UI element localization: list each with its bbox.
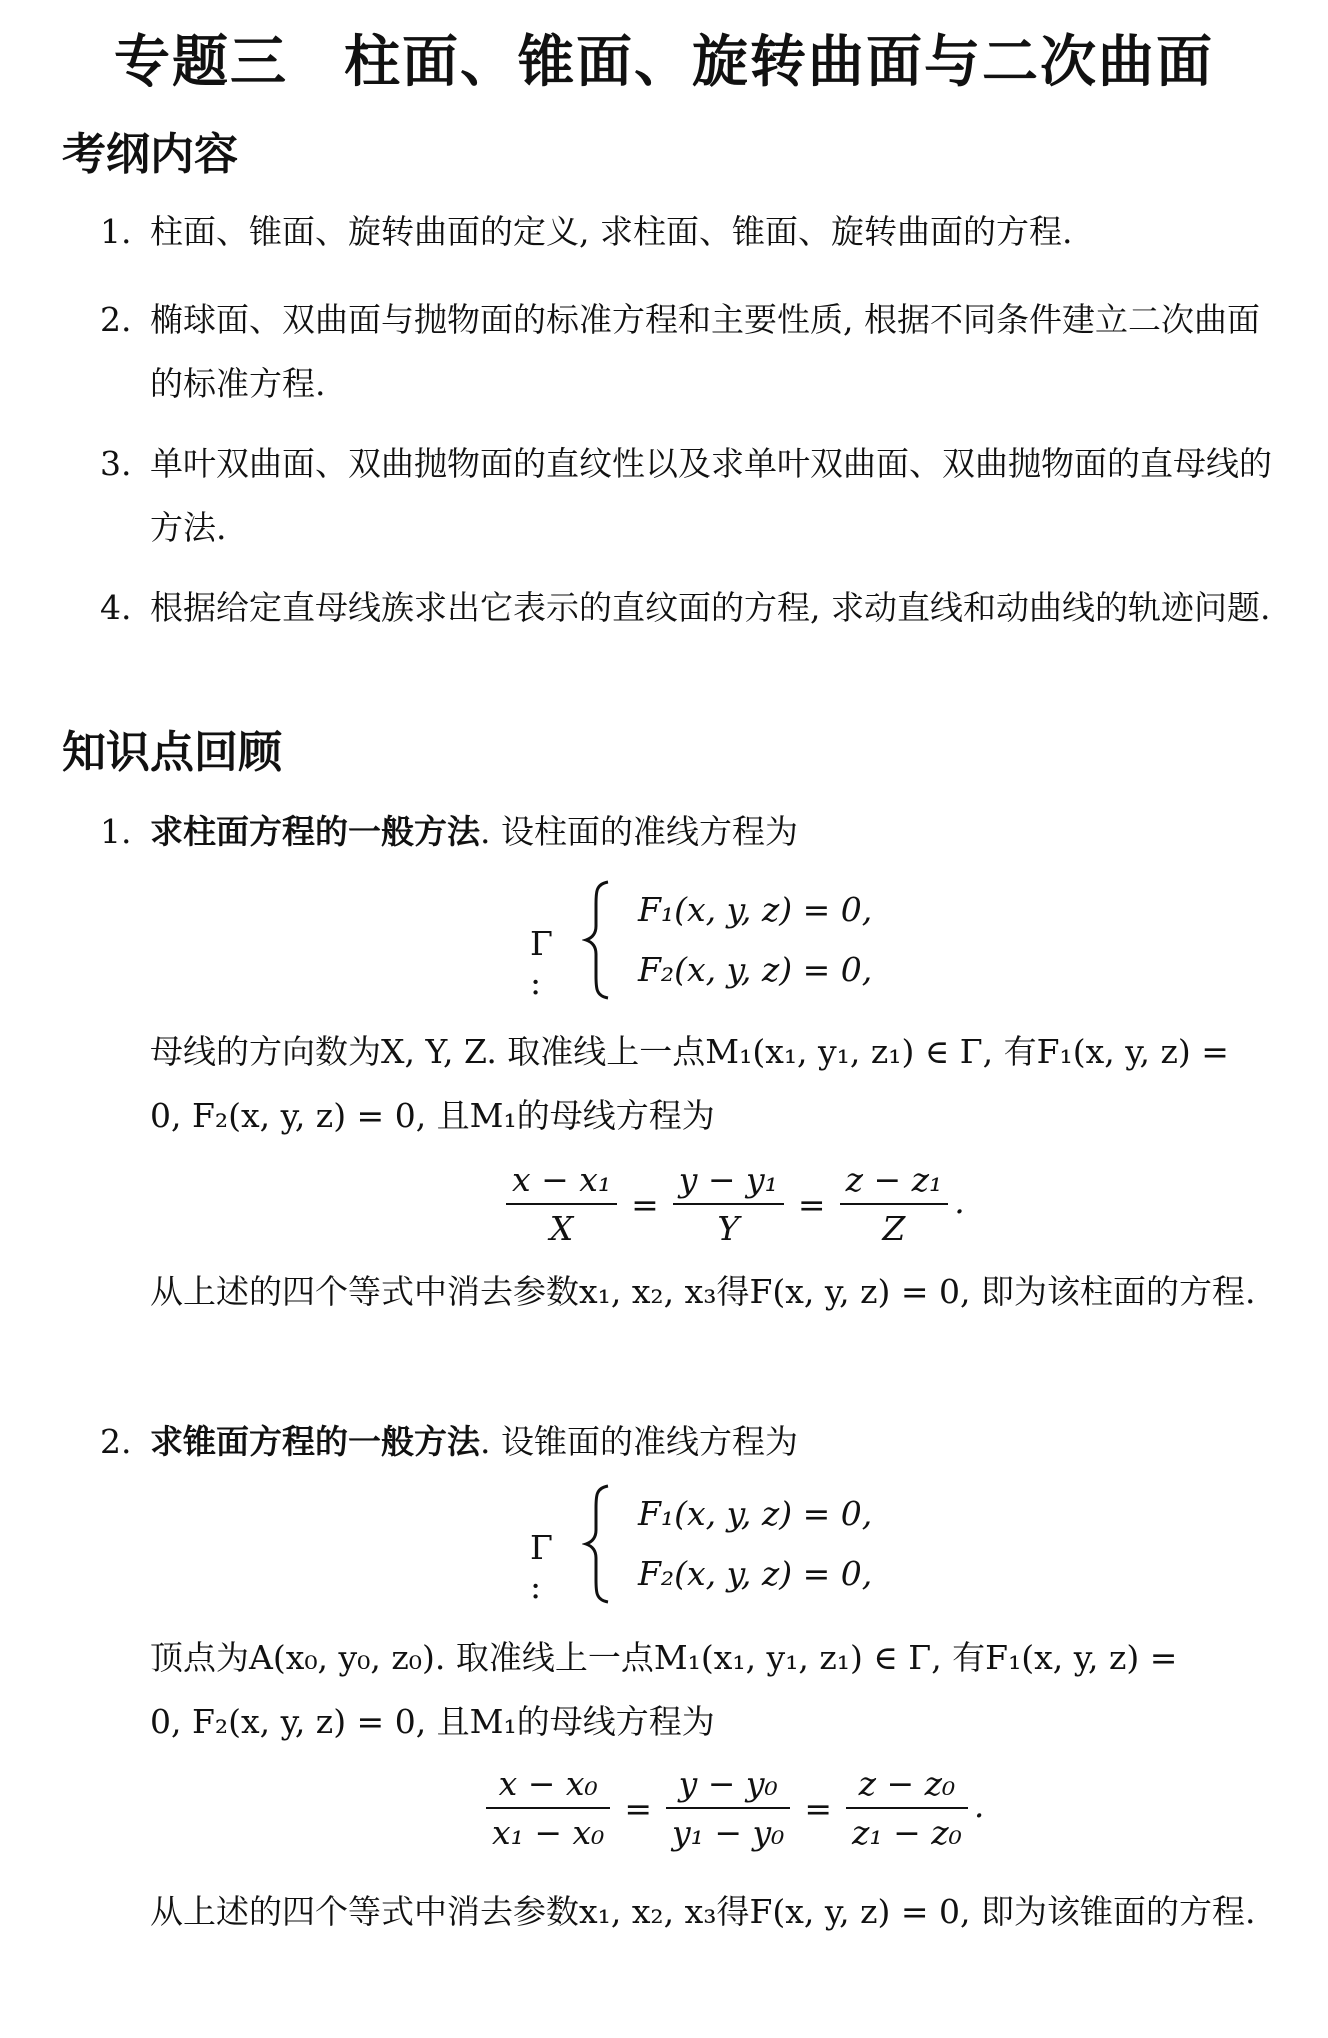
generatrix-equation-cone: $\frac{\text{x − x₀}}{\text{x₁ − x₀}}$ = $\frac{\text{y − y₀}}{\text{y₁ − y₀}}$ = $\frac{\text{z − z₀}}{\text{z₁ − z₀}}$ . xyxy=(480,1764,984,1852)
fraction: $\frac{\text{y − y₁}}{Y}$ xyxy=(673,1160,784,1248)
title-topic-name: 柱面、锥面、旋转曲面与二次曲面 xyxy=(344,30,1214,95)
gamma-label: Γ : xyxy=(530,1528,553,1606)
item-text: 椭球面、双曲面与抛物面的标准方程和主要性质, 根据不同条件建立二次曲面的标准方程. xyxy=(150,300,1260,403)
item-number: 3. xyxy=(100,444,132,483)
item-number: 2. xyxy=(100,300,132,339)
left-brace-icon xyxy=(582,1484,612,1604)
item-text: 柱面、锥面、旋转曲面的定义, 求柱面、锥面、旋转曲面的方程. xyxy=(150,212,1073,251)
text-line: 0, F₂(x, y, z) = 0, 且M₁的母线方程为 xyxy=(150,1702,715,1741)
cylinder-paragraph-1 xyxy=(150,1020,1310,1148)
gamma-label: Γ : xyxy=(530,924,553,1002)
page-title xyxy=(0,18,1328,98)
title-topic-number: 专题三 xyxy=(114,30,288,95)
cone-paragraph-1 xyxy=(150,1626,1310,1754)
fraction: $\frac{\text{x − x₁}}{X}$ xyxy=(506,1160,617,1248)
generatrix-equation-cylinder: $\frac{\text{x − x₁}}{X}$ = $\frac{\text{y − y₁}}{Y}$ = $\frac{\text{z − z₁}}{Z}$ . xyxy=(500,1160,965,1248)
method-intro: . 设柱面的准线方程为 xyxy=(480,812,798,851)
fraction: $\frac{\text{z − z₁}}{Z}$ xyxy=(840,1160,949,1248)
directrix-equation-1: F₁(x, y, z) = 0, xyxy=(638,890,873,929)
item-text: 单叶双曲面、双曲抛物面的直纹性以及求单叶双曲面、双曲抛物面的直母线的方法. xyxy=(150,444,1272,547)
cone-paragraph-2 xyxy=(150,1880,1310,1944)
directrix-equation-2: F₂(x, y, z) = 0, xyxy=(638,950,873,989)
item-number: 1. xyxy=(100,212,132,251)
directrix-equation-2: F₂(x, y, z) = 0, xyxy=(638,1554,873,1593)
text-line: 0, F₂(x, y, z) = 0, 且M₁的母线方程为 xyxy=(150,1096,715,1135)
directrix-equation-1: F₁(x, y, z) = 0, xyxy=(638,1494,873,1533)
item-number: 4. xyxy=(100,588,132,627)
syllabus-item xyxy=(100,576,1290,640)
review-heading: 知识点回顾 xyxy=(62,727,282,778)
fraction: $\frac{\text{x − x₀}}{\text{x₁ − x₀}}$ xyxy=(486,1764,610,1852)
syllabus-heading: 考纲内容 xyxy=(62,129,238,180)
method-intro: . 设锥面的准线方程为 xyxy=(480,1422,798,1461)
review-item-cylinder xyxy=(100,800,1290,864)
text-line: 顶点为A(x₀, y₀, z₀). 取准线上一点M₁(x₁, y₁, z₁) ∈ Γ, 有F₁(x, y, z) = xyxy=(150,1638,1178,1677)
item-text: 根据给定直母线族求出它表示的直纹面的方程, 求动直线和动曲线的轨迹问题. xyxy=(150,588,1271,627)
text-line: 从上述的四个等式中消去参数x₁, x₂, x₃得F(x, y, z) = 0, 即为该锥面的方程. xyxy=(150,1892,1256,1931)
text-line: 从上述的四个等式中消去参数x₁, x₂, x₃得F(x, y, z) = 0, 即为该柱面的方程. xyxy=(150,1272,1256,1311)
syllabus-item xyxy=(100,200,1290,264)
left-brace-icon xyxy=(582,880,612,1000)
fraction: $\frac{\text{z − z₀}}{\text{z₁ − z₀}}$ xyxy=(846,1764,968,1852)
syllabus-item xyxy=(100,288,1290,416)
syllabus-item xyxy=(100,432,1290,560)
method-title: 求柱面方程的一般方法 xyxy=(150,812,480,851)
item-number: 2. xyxy=(100,1422,132,1461)
fraction: $\frac{\text{y − y₀}}{\text{y₁ − y₀}}$ xyxy=(666,1764,790,1852)
review-item-cone xyxy=(100,1410,1290,1474)
method-title: 求锥面方程的一般方法 xyxy=(150,1422,480,1461)
cylinder-paragraph-2 xyxy=(150,1260,1310,1324)
item-number: 1. xyxy=(100,812,132,851)
text-line: 母线的方向数为X, Y, Z. 取准线上一点M₁(x₁, y₁, z₁) ∈ Γ, 有F₁(x, y, z) = xyxy=(150,1032,1229,1071)
